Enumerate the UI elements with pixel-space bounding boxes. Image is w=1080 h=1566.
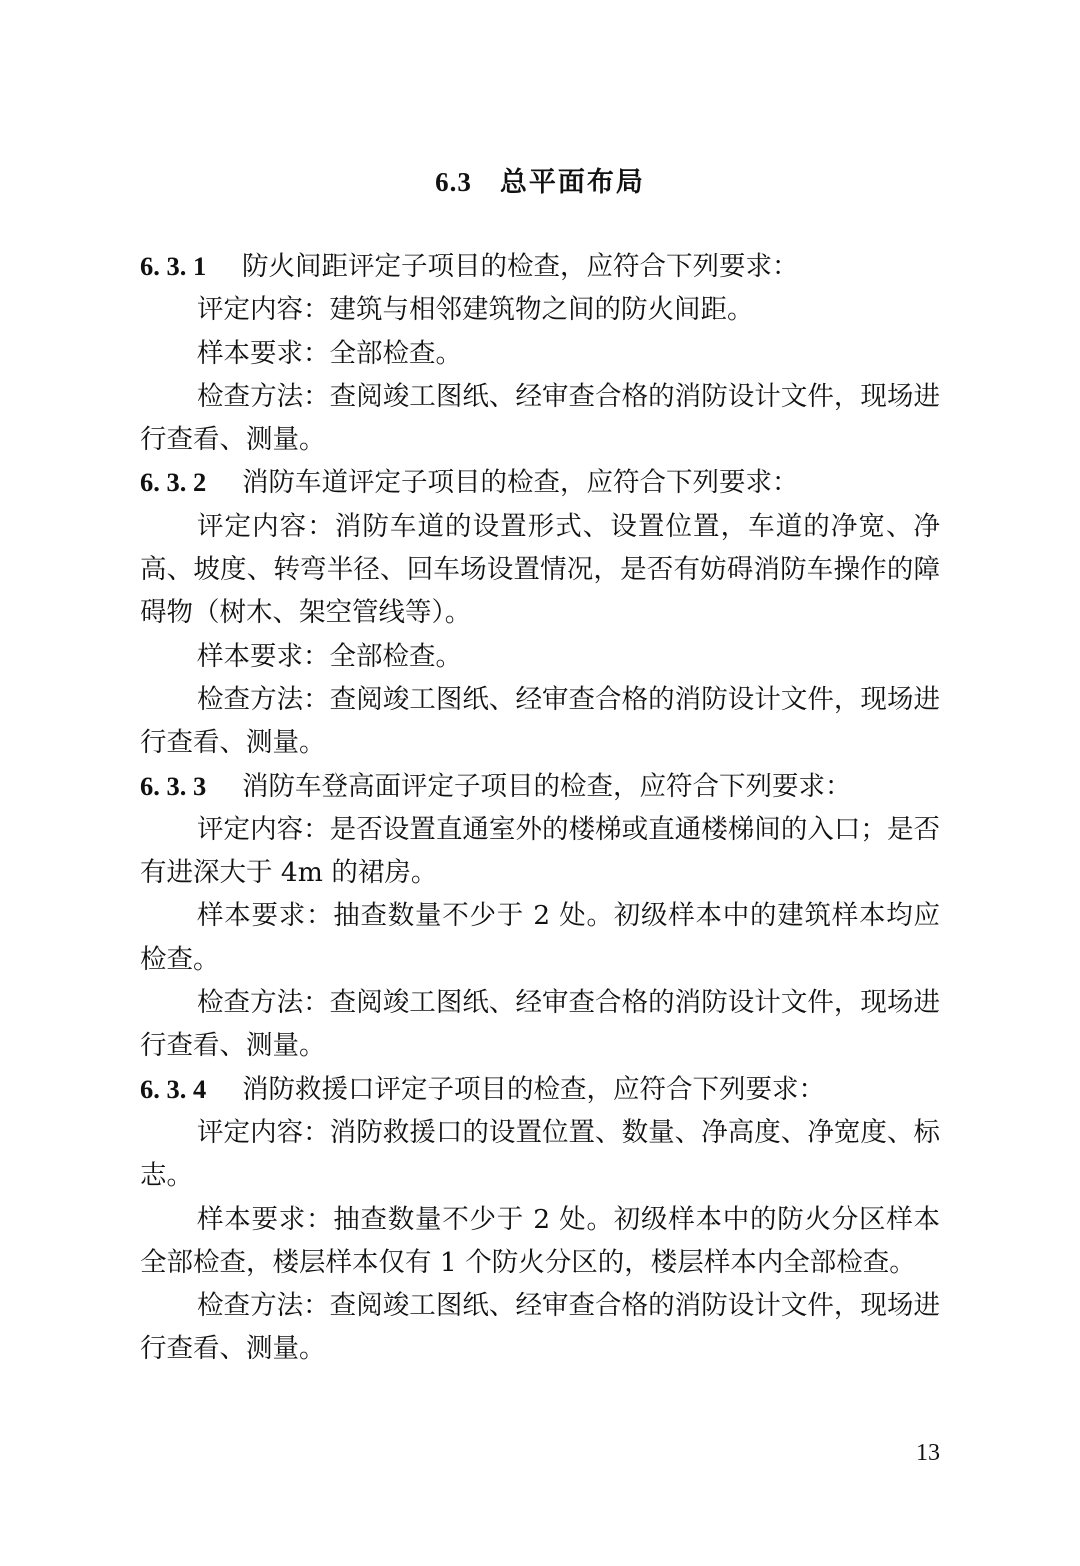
clause-heading — [140, 461, 940, 504]
clause-number: 6. 3. 3 — [140, 770, 207, 801]
clause-content: 评定内容：是否设置直通室外的楼梯或直通楼梯间的入口；是否有进深大于 4m 的裙房。 — [140, 813, 940, 889]
clause-content: 评定内容：消防车道的设置形式、设置位置，车道的净宽、净高、坡度、转弯半径、回车场设置情况，是否有妨碍消防车操作的障碍物（树木、架空管线等）。 — [140, 510, 940, 629]
clause-sample: 样本要求：抽查数量不少于 2 处。初级样本中的建筑样本均应检查。 — [140, 900, 940, 975]
clause-heading-text: 防火间距评定子项目的检查，应符合下列要求： — [242, 251, 799, 282]
clause-method: 检查方法：查阅竣工图纸、经审查合格的消防设计文件，现场进行查看、测量。 — [140, 380, 940, 456]
clause-heading-text: 消防救援口评定子项目的检查，应符合下列要求： — [242, 1073, 825, 1105]
section-title: 总平面布局 — [499, 167, 645, 198]
clause-sample: 样本要求：全部检查。 — [197, 337, 462, 369]
clause-heading — [140, 765, 940, 808]
clause-method: 检查方法：查阅竣工图纸、经审查合格的消防设计文件，现场进行查看、测量。 — [140, 683, 940, 759]
clause-content: 评定内容：消防救援口的设置位置、数量、净高度、净宽度、标志。 — [140, 1116, 940, 1192]
section-heading — [0, 160, 1080, 205]
clause-heading — [140, 245, 940, 288]
clause-number: 6. 3. 1 — [140, 251, 207, 281]
clause-number: 6. 3. 4 — [140, 1073, 207, 1104]
clause-content: 评定内容：建筑与相邻建筑物之间的防火间距。 — [197, 294, 754, 326]
section-number: 6.3 — [435, 167, 472, 197]
clause-heading — [140, 1068, 940, 1111]
clause-sample: 样本要求：全部检查。 — [197, 640, 462, 672]
clause-heading-text: 消防车登高面评定子项目的检查，应符合下列要求： — [242, 770, 852, 802]
clause-number: 6. 3. 2 — [140, 467, 207, 498]
clause-heading-text: 消防车道评定子项目的检查，应符合下列要求： — [242, 467, 799, 499]
clause-method: 检查方法：查阅竣工图纸、经审查合格的消防设计文件，现场进行查看、测量。 — [140, 987, 940, 1062]
clause-sample: 样本要求：抽查数量不少于 2 处。初级样本中的防火分区样本全部检查，楼层样本仅有 1 个防火分区的，楼层样本内全部检查。 — [140, 1203, 940, 1278]
body-text — [140, 245, 940, 1371]
clause-method: 检查方法：查阅竣工图纸、经审查合格的消防设计文件，现场进行查看、测量。 — [140, 1290, 940, 1365]
page-number: 13 — [916, 1440, 940, 1466]
